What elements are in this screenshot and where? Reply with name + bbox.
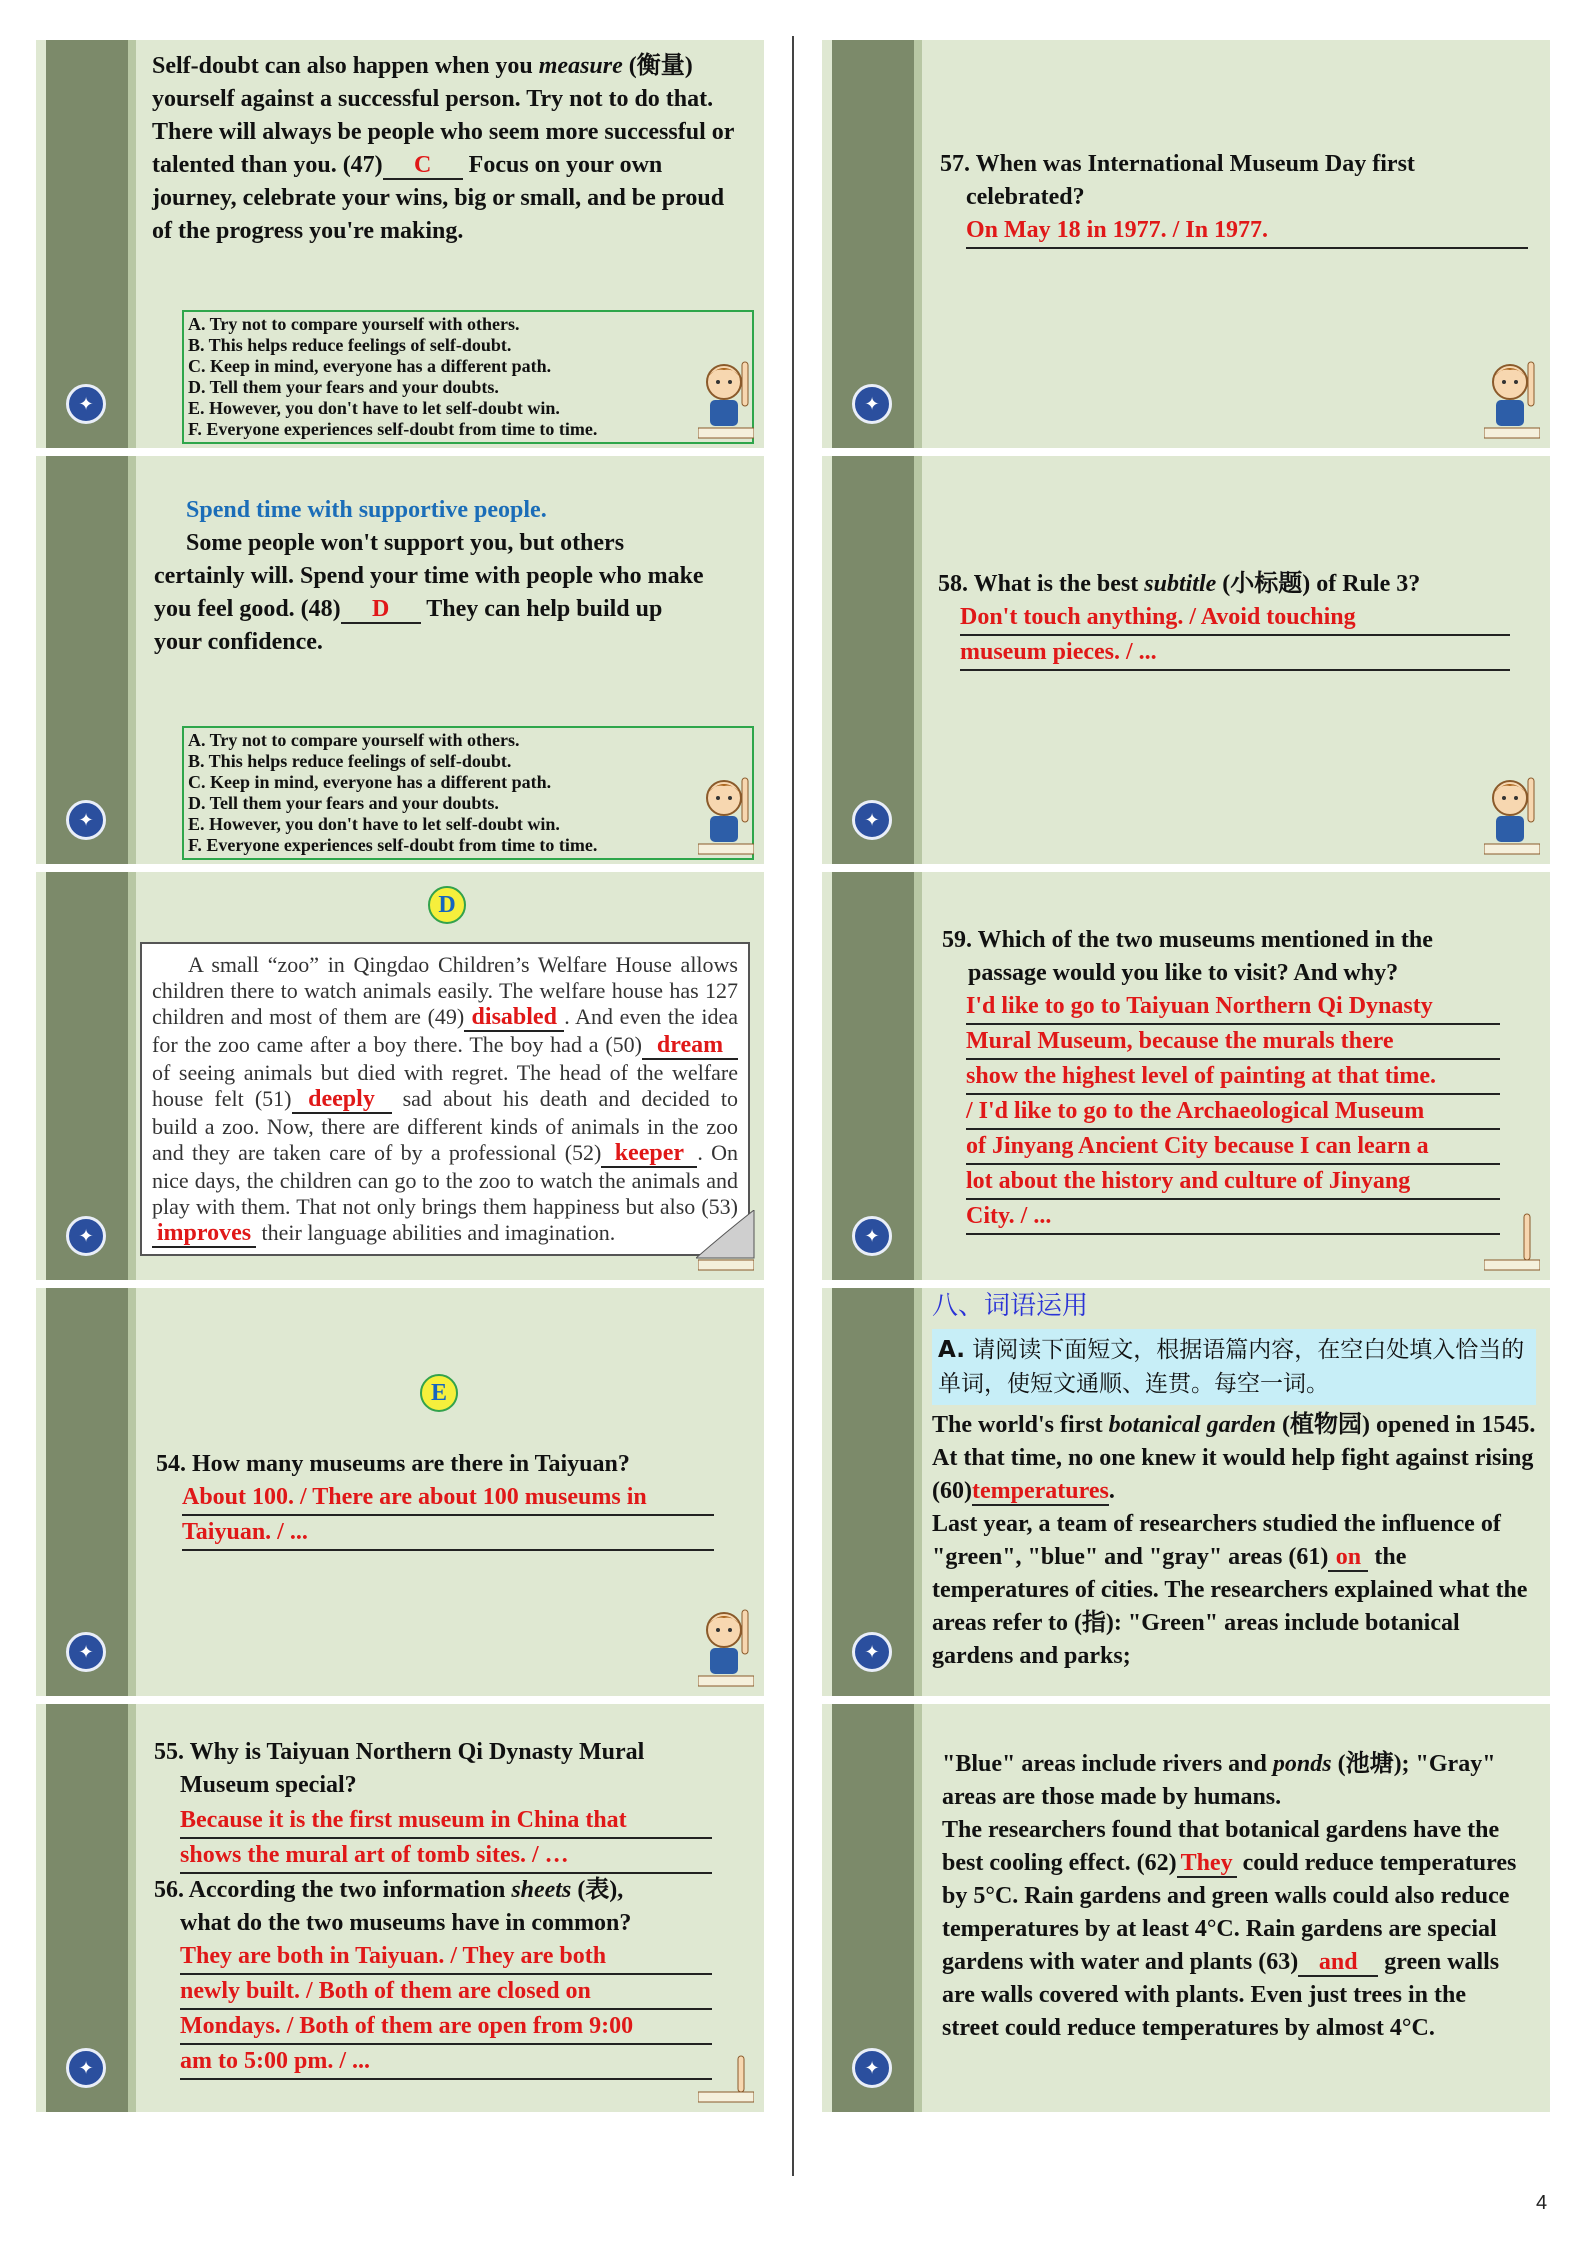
slide-word-use-a-cont	[822, 1704, 1550, 2112]
question-58: 58. What is the best subtitle (小标题) of Rule 3? Don't touch anything. / Avoid touching museum pieces. / ...	[938, 568, 1530, 671]
section-title: 八、词语运用	[932, 1291, 1089, 1321]
cartoon-student-icon	[698, 2016, 754, 2108]
options-box: A. Try not to compare yourself with others. B. This helps reduce feelings of self-doubt. C. Keep in mind, everyone has a different path. D. Tell them your fears and your doubts. E. However, you don't have to let self-doubt win. F. Everyone experiences self-doubt from time to time.	[182, 726, 754, 860]
cartoon-student-icon	[698, 352, 754, 444]
answer-52: keeper	[601, 1140, 697, 1168]
answer-51: deeply	[292, 1086, 392, 1114]
answer-63: and	[1298, 1949, 1378, 1977]
cartoon-student-icon	[1484, 768, 1540, 860]
cartoon-student-icon	[1484, 352, 1540, 444]
school-logo-icon: ✦	[852, 800, 892, 840]
section-letter-badge: E	[420, 1374, 458, 1412]
column-divider	[792, 36, 794, 2176]
school-logo-icon: ✦	[852, 2048, 892, 2088]
slide-passage-d	[36, 872, 764, 1280]
school-logo-icon: ✦	[852, 1216, 892, 1256]
question-57: 57. When was International Museum Day first celebrated? On May 18 in 1977. / In 1977.	[940, 148, 1530, 249]
cartoon-student-icon	[698, 1184, 754, 1276]
slide-text: Spend time with supportive people. Some people won't support you, but others certainly will. Spend your time with people who make you feel good. (48) D They can help build up your confidence.	[154, 497, 704, 655]
cartoon-student-icon	[1484, 1184, 1540, 1276]
options-box: A. Try not to compare yourself with others. B. This helps reduce feelings of self-doubt. C. Keep in mind, everyone has a different path. D. Tell them your fears and your doubts. E. However, you don't have to let self-doubt win. F. Everyone experiences self-doubt from time to time.	[182, 310, 754, 444]
school-logo-icon: ✦	[66, 800, 106, 840]
answer-50: dream	[642, 1032, 738, 1060]
instruction-box: A. 请阅读下面短文，根据语篇内容，在空白处填入恰当的单词，使短文通顺、连贯。每空一词。	[932, 1329, 1536, 1405]
slide-59	[822, 872, 1550, 1280]
answer-48: D	[341, 596, 421, 624]
answer-60: temperatures	[971, 1478, 1109, 1504]
slide-text: Self-doubt can also happen when you measure (衡量) yourself against a successful person. Try not to do that. There will always be people who seem more successful or talented than you. (47) C Focus on your own journey, celebrate your wins, big or small, and be proud of the progress you're making.	[152, 53, 734, 244]
school-logo-icon: ✦	[66, 2048, 106, 2088]
question-59: 59. Which of the two museums mentioned in the passage would you like to visit? And why? I'd like to go to Taiyuan Northern Qi Dynasty Mural Museum, because the murals there show the highest level of painting at that time. / I'd like to go to the Archaeological Museum of Jinyang Ancient City because I can learn a lot about the history and culture of Jinyang City. / ...	[942, 924, 1520, 1235]
school-logo-icon: ✦	[66, 1632, 106, 1672]
passage-d: A small “zoo” in Qingdao Children’s Welfare House allows children there to watch animals easily. The welfare house has 127 children and most of them are (49) disabled . And even the idea for the zoo came after a boy there. The boy had a (50) dream of seeing animals but died with regret. The head of the welfare house felt (51) deeply sad about his death and decided to build a zoo. Now, there are different kinds of animals in the zoo and they are taken care of by a professional (52) keeper . On nice days, the children can go to the zoo to watch the animals and play with them. That not only brings them happiness but also (53)improves their language abilities and imagination.	[140, 942, 750, 1256]
slide-55-56	[36, 1704, 764, 2112]
answer-62: They	[1177, 1850, 1237, 1878]
page-number: 4	[1536, 2192, 1548, 2214]
passage-a: 八、词语运用 A. 请阅读下面短文，根据语篇内容，在空白处填入恰当的单词，使短文通顺、连贯。每空一词。 The world's first botanical garden (植物园) opened in 1545. At that time, no one knew it would help fight against rising (60)temperatures. Last year, a team of researchers studied the influence of "green", "blue" and "gray" areas (61) on the temperatures of cities. The researchers explained what the areas refer to (指): "Green" areas include botanical gardens and parks;	[932, 1291, 1536, 1669]
cartoon-student-icon	[698, 1600, 754, 1692]
slide-passage-e	[36, 1288, 764, 1696]
slide-47	[36, 40, 764, 448]
section-letter-badge: D	[428, 886, 466, 924]
school-logo-icon: ✦	[66, 384, 106, 424]
answer-53: improves	[152, 1220, 256, 1248]
question-55-56: 55. Why is Taiyuan Northern Qi Dynasty Mural Museum special? Because it is the first museum in China that shows the mural art of tomb sites. / … 56. According the two information sheets (表), what do the two museums have in common? They are both in Taiyuan. / They are both newly built. / Both of them are closed on Mondays. / Both of them are open from 9:00 am to 5:00 pm. / ...	[154, 1736, 724, 2080]
school-logo-icon: ✦	[852, 1632, 892, 1672]
school-logo-icon: ✦	[852, 384, 892, 424]
passage-a-cont: "Blue" areas include rivers and ponds (池塘); "Gray" areas are those made by humans. The researchers found that botanical gardens have the best cooling effect. (62) They could reduce temperatures by 5°C. Rain gardens and green walls could also reduce temperatures by at least 4°C. Rain gardens are special gardens with water and plants (63) and green walls are walls covered with plants. Even just trees in the street could reduce temperatures by almost 4°C.	[942, 1751, 1517, 2041]
answer-61: on	[1328, 1544, 1368, 1572]
slide-48	[36, 456, 764, 864]
school-logo-icon: ✦	[66, 1216, 106, 1256]
answer-49: disabled	[464, 1004, 564, 1032]
slide-58	[822, 456, 1550, 864]
slide-word-use-a	[822, 1288, 1550, 1696]
cartoon-student-icon	[698, 768, 754, 860]
answer-47: C	[383, 152, 463, 180]
question-54: 54. How many museums are there in Taiyuan? About 100. / There are about 100 museums in Taiyuan. / ...	[156, 1448, 724, 1551]
slide-57	[822, 40, 1550, 448]
